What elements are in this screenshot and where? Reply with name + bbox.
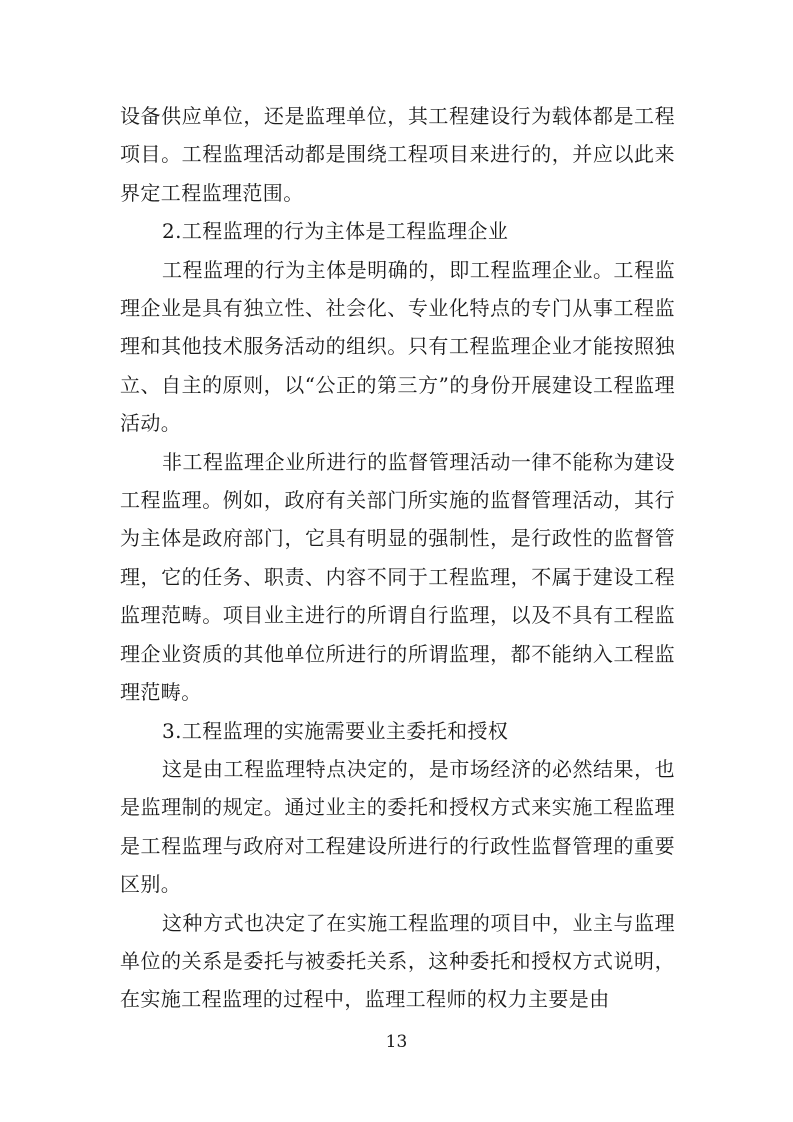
paragraph: 非工程监理企业所进行的监督管理活动一律不能称为建设工程监理。例如，政府有关部门所实施的监督管理活动，其行为主体是政府部门，它具有明显的强制性，是行政性的监督管理，它的任务、职责、内容不同于工程监理，不属于建设工程监理范畴。项目业主进行的所谓自行监理，以及不具有工程监理企业资质的其他单位所进行的所谓监理，都不能纳入工程监理范畴。 — [120, 449, 675, 705]
page-number: 13 — [385, 1032, 408, 1052]
body-text — [120, 97, 675, 1019]
paragraph-continuation: 设备供应单位，还是监理单位，其工程建设行为载体都是工程项目。工程监理活动都是围绕工程项目来进行的，并应以此来界定工程监理范围。 — [120, 104, 675, 205]
paragraph: 这是由工程监理特点决定的，是市场经济的必然结果，也是监理制的规定。通过业主的委托和授权方式来实施工程监理是工程监理与政府对工程建设所进行的行政性监督管理的重要区别。 — [120, 756, 675, 897]
paragraph: 这种方式也决定了在实施工程监理的项目中，业主与监理单位的关系是委托与被委托关系，这种委托和授权方式说明，在实施工程监理的过程中，监理工程师的权力主要是由 — [120, 910, 675, 1012]
paragraph: 工程监理的行为主体是明确的，即工程监理企业。工程监理企业是具有独立性、社会化、专业化特点的专门从事工程监理和其他技术服务活动的组织。只有工程监理企业才能按照独立、自主的原则，以“公正的第三方”的身份开展建设工程监理活动。 — [120, 257, 675, 436]
section-heading-2: 2.工程监理的行为主体是工程监理企业 — [162, 219, 509, 244]
section-heading-3: 3.工程监理的实施需要业主委托和授权 — [162, 718, 509, 743]
